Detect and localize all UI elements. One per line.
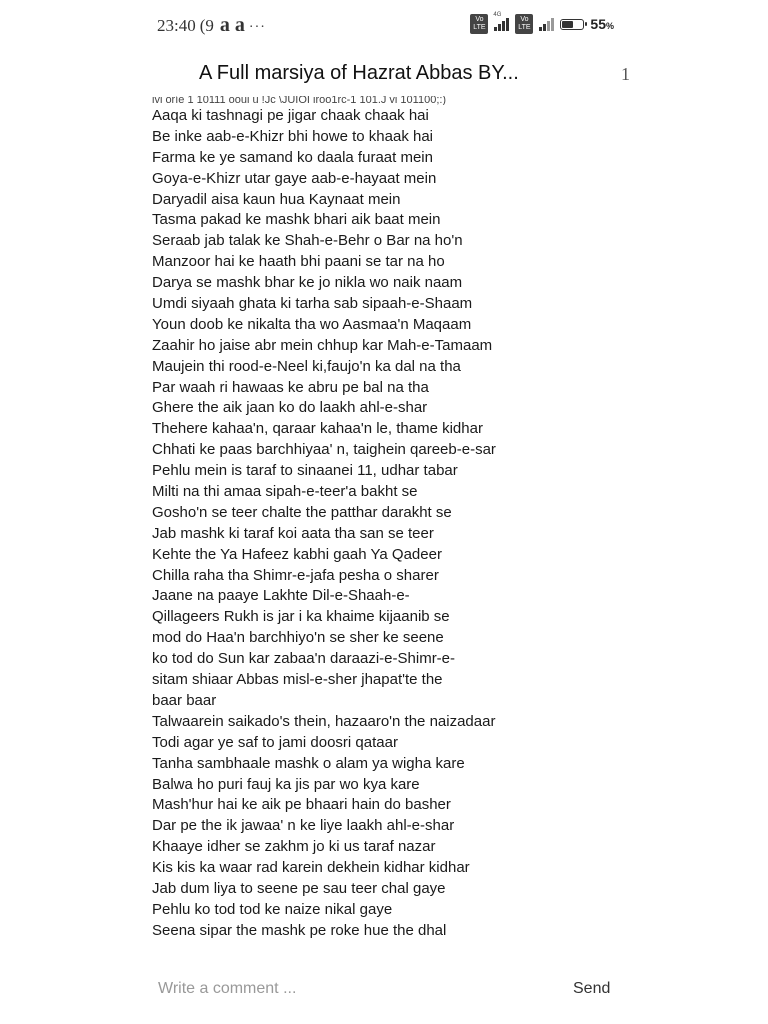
signal-strength-icon xyxy=(493,12,509,31)
poem-lines xyxy=(152,106,622,942)
poem-line: Chhati ke paas barchhiyaa' n, taighein qareeb-e-sar xyxy=(152,441,496,459)
notification-indicator: (9 xyxy=(199,16,214,35)
poem-line: Maujein thi rood-e-Neel ki,faujo'n ka dal na tha xyxy=(152,357,461,375)
battery-icon xyxy=(560,19,584,30)
document-title: A Full marsiya of Hazrat Abbas BY... xyxy=(199,62,519,84)
poem-line: Kis kis ka waar rad karein dekhein kidhar kidhar xyxy=(152,859,470,877)
poem-line: Youn doob ke nikalta tha wo Aasmaa'n Maqaam xyxy=(152,315,472,333)
battery-percentage: 55% xyxy=(590,16,614,32)
poem-line: Balwa ho puri fauj ka jis par wo kya kare xyxy=(152,775,420,793)
poem-line: Pehlu ko tod tod ke naize nikal gaye xyxy=(152,900,393,918)
poem-line: Farma ke ye samand ko daala furaat mein xyxy=(152,148,433,166)
poem-line: ko tod do Sun kar zabaa'n daraazi-e-Shimr-e- xyxy=(152,650,456,668)
more-notifications-icon: ··· xyxy=(248,20,266,35)
comment-bar xyxy=(0,970,768,1010)
network-type-label: 4G xyxy=(493,12,502,18)
poem-line: Todi agar ye saf to jami doosri qataar xyxy=(152,733,398,751)
send-button[interactable]: Send xyxy=(573,980,611,997)
comment-input[interactable] xyxy=(158,980,538,998)
poem-line: Tanha sambhaale mashk o alam ya wigha kare xyxy=(152,754,465,772)
poem-line: baar baar xyxy=(152,691,217,709)
poem-line: Jab mashk ki taraf koi aata tha san se teer xyxy=(152,524,434,542)
poem-line: Talwaarein saikado's thein, hazaaro'n the naizadaar xyxy=(152,712,496,730)
poem-line: Jaane na paaye Lakhte Dil-e-Shaah-e- xyxy=(152,587,410,605)
battery-level xyxy=(562,21,572,28)
poem-line: Ghere the aik jaan ko do laakh ahl-e-shar xyxy=(152,399,428,417)
poem-line: Be inke aab-e-Khizr bhi howe to khaak hai xyxy=(152,127,434,145)
poem-line: Khaaye idher se zakhm jo ki us taraf nazar xyxy=(152,838,436,856)
poem-line: Manzoor hai ke haath bhi paani se tar na ho xyxy=(152,253,445,271)
poem-line: Zaahir ho jaise abr mein chhup kar Mah-e-Tamaam xyxy=(152,336,493,354)
poem-line: Dar pe the ik jawaa' n ke liye laakh ahl-e-shar xyxy=(152,817,455,835)
font-notification-icon: a a xyxy=(219,14,245,36)
status-bar xyxy=(0,0,768,52)
status-right xyxy=(470,14,614,34)
poem-line: Darya se mashk bhar ke jo nikla wo naik naam xyxy=(152,274,463,292)
document-page[interactable] xyxy=(152,96,622,952)
poem-line: Goya-e-Khizr utar gaye aab-e-hayaat mein xyxy=(152,169,437,187)
poem-line: Aaqa ki tashnagi pe jigar chaak chaak hai xyxy=(152,107,429,124)
poem-line: Umdi siyaah ghata ki tarha sab sipaah-e-Shaam xyxy=(152,295,473,313)
poem-line: sitam shiaar Abbas misl-e-sher jhapat'te the xyxy=(152,671,443,689)
poem-line: Daryadil aisa kaun hua Kaynaat mein xyxy=(152,190,401,208)
clock: 23:40 xyxy=(157,16,196,35)
document-header xyxy=(0,52,768,96)
status-left xyxy=(157,14,266,37)
poem-line: Milti na thi amaa sipah-e-teer'a bakht se xyxy=(152,483,418,501)
poem-line: Seena sipar the mashk pe roke hue the dhal xyxy=(152,921,447,939)
poem-line: Gosho'n se teer chalte the patthar darakht se xyxy=(152,503,452,521)
poem-line: mod do Haa'n barchhiyo'n se sher ke seene xyxy=(152,629,444,647)
poem-line: Mash'hur hai ke aik pe bhaari hain do basher xyxy=(152,796,451,814)
poem-line: Tasma pakad ke mashk bhari aik baat mein xyxy=(152,211,441,229)
volte-icon-sim2: Vo LTE xyxy=(515,14,533,34)
partially-visible-line: ivi oríe 1 10111 ooui u !Jc \JUIOI iroo1rc-1 101.J vi 101100;:) xyxy=(152,96,447,105)
poem-line: Kehte the Ya Hafeez kabhi gaah Ya Qadeer xyxy=(152,545,442,563)
poem-line: Par waah ri hawaas ke abru pe bal na tha xyxy=(152,378,429,396)
poem-line: Seraab jab talak ke Shah-e-Behr o Bar na ho'n xyxy=(152,232,463,250)
poem-line: Pehlu mein is taraf to sinaanei 11, udhar tabar xyxy=(152,462,458,480)
poem-line: Thehere kahaa'n, qaraar kahaa'n le, thame kidhar xyxy=(152,420,483,438)
poem-line: Chilla raha tha Shimr-e-jafa pesha o sharer xyxy=(152,566,439,584)
signal-strength-icon-sim2 xyxy=(539,17,554,31)
page-number: 1 xyxy=(621,64,630,84)
poem-line: Qillageers Rukh is jar i ka khaime kijaanib se xyxy=(152,608,450,626)
volte-icon: Vo LTE xyxy=(470,14,488,34)
poem-line: Jab dum liya to seene pe sau teer chal gaye xyxy=(152,879,446,897)
